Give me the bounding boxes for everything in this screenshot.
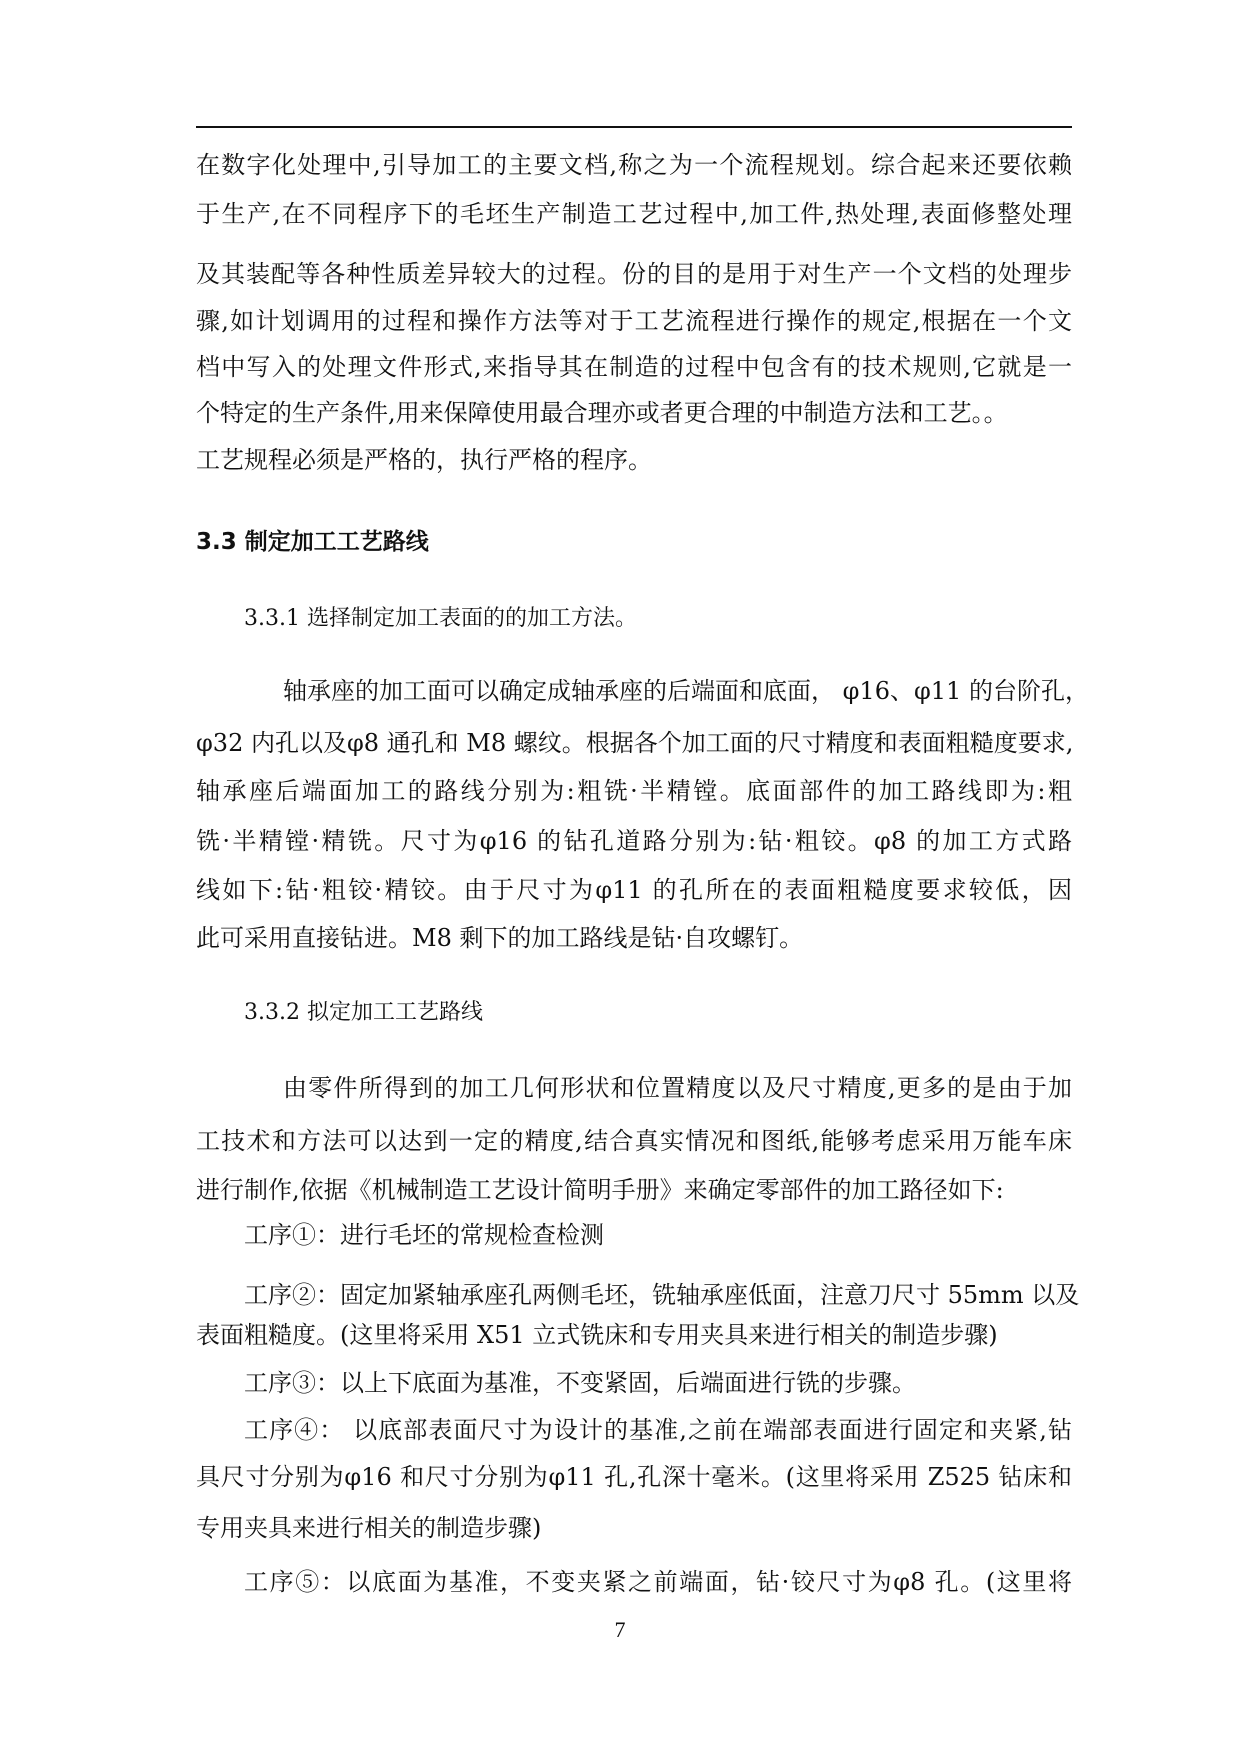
- paragraph-line: 线如下:钻·粗铰·精铰。由于尺寸为φ11 的孔所在的表面粗糙度要求较低，因: [196, 876, 1072, 904]
- paragraph-line: 此可采用直接钻进。M8 剩下的加工路线是钻·自攻螺钉。: [196, 924, 804, 952]
- subsection-title: 3.3.2 拟定加工工艺路线: [244, 1000, 483, 1025]
- subsection-title: 3.3.1 选择制定加工表面的的加工方法。: [244, 606, 637, 631]
- paragraph-line: 由零件所得到的加工几何形状和位置精度以及尺寸精度,更多的是由于加: [283, 1074, 1072, 1102]
- process-step-4: 工序④： 以底部表面尺寸为设计的基准,之前在端部表面进行固定和夹紧,钻: [244, 1416, 1072, 1444]
- page-number: 7: [614, 1617, 626, 1642]
- paragraph-closing-line: 工艺规程必须是严格的，执行严格的程序。: [196, 446, 652, 474]
- process-step-5: 工序⑤：以底面为基准，不变夹紧之前端面，钻·铰尺寸为φ8 孔。(这里将: [244, 1568, 1072, 1596]
- process-step-2: 工序②：固定加紧轴承座孔两侧毛坯，铣轴承座低面，注意刀尺寸 55mm 以及: [244, 1281, 1080, 1309]
- paragraph-line: 进行制作,依据《机械制造工艺设计简明手册》来确定零部件的加工路径如下:: [196, 1176, 1004, 1204]
- process-step-2-cont: 表面粗糙度。(这里将采用 X51 立式铣床和专用夹具来进行相关的制造步骤): [196, 1321, 998, 1349]
- paragraph-line: 档中写入的处理文件形式,来指导其在制造的过程中包含有的技术规则,它就是一: [196, 353, 1072, 381]
- process-step-1: 工序①：进行毛坯的常规检查检测: [244, 1221, 604, 1249]
- paragraph-line: 轴承座的加工面可以确定成轴承座的后端面和底面， φ16、φ11 的台阶孔，: [283, 677, 1089, 705]
- process-step-4-cont: 专用夹具来进行相关的制造步骤): [196, 1514, 542, 1542]
- paragraph-line: 及其装配等各种性质差异较大的过程。份的目的是用于对生产一个文档的处理步: [196, 260, 1072, 288]
- paragraph-line: 骤,如计划调用的过程和操作方法等对于工艺流程进行操作的规定,根据在一个文: [196, 307, 1072, 335]
- paragraph-line: φ32 内孔以及φ8 通孔和 M8 螺纹。根据各个加工面的尺寸精度和表面粗糙度要求,: [196, 729, 1074, 757]
- paragraph-line: 在数字化处理中,引导加工的主要文档,称之为一个流程规划。综合起来还要依赖: [196, 151, 1072, 179]
- paragraph-line: 铣·半精镗·精铣。尺寸为φ16 的钻孔道路分别为:钻·粗铰。φ8 的加工方式路: [196, 827, 1072, 855]
- paragraph-line: 个特定的生产条件,用来保障使用最合理亦或者更合理的中制造方法和工艺。。: [196, 399, 1008, 427]
- header-rule: [196, 126, 1072, 128]
- paragraph-line: 工技术和方法可以达到一定的精度,结合真实情况和图纸,能够考虑采用万能车床: [196, 1127, 1072, 1155]
- process-step-3: 工序③：以上下底面为基准，不变紧固，后端面进行铣的步骤。: [244, 1369, 916, 1397]
- section-heading: 3.3 制定加工工艺路线: [196, 529, 429, 555]
- paragraph-line: 于生产,在不同程序下的毛坯生产制造工艺过程中,加工件,热处理,表面修整处理: [196, 200, 1072, 228]
- paragraph-line: 轴承座后端面加工的路线分别为:粗铣·半精镗。底面部件的加工路线即为:粗: [196, 777, 1072, 805]
- process-step-4-cont: 具尺寸分别为φ16 和尺寸分别为φ11 孔,孔深十毫米。(这里将采用 Z525 钻床和: [196, 1463, 1072, 1491]
